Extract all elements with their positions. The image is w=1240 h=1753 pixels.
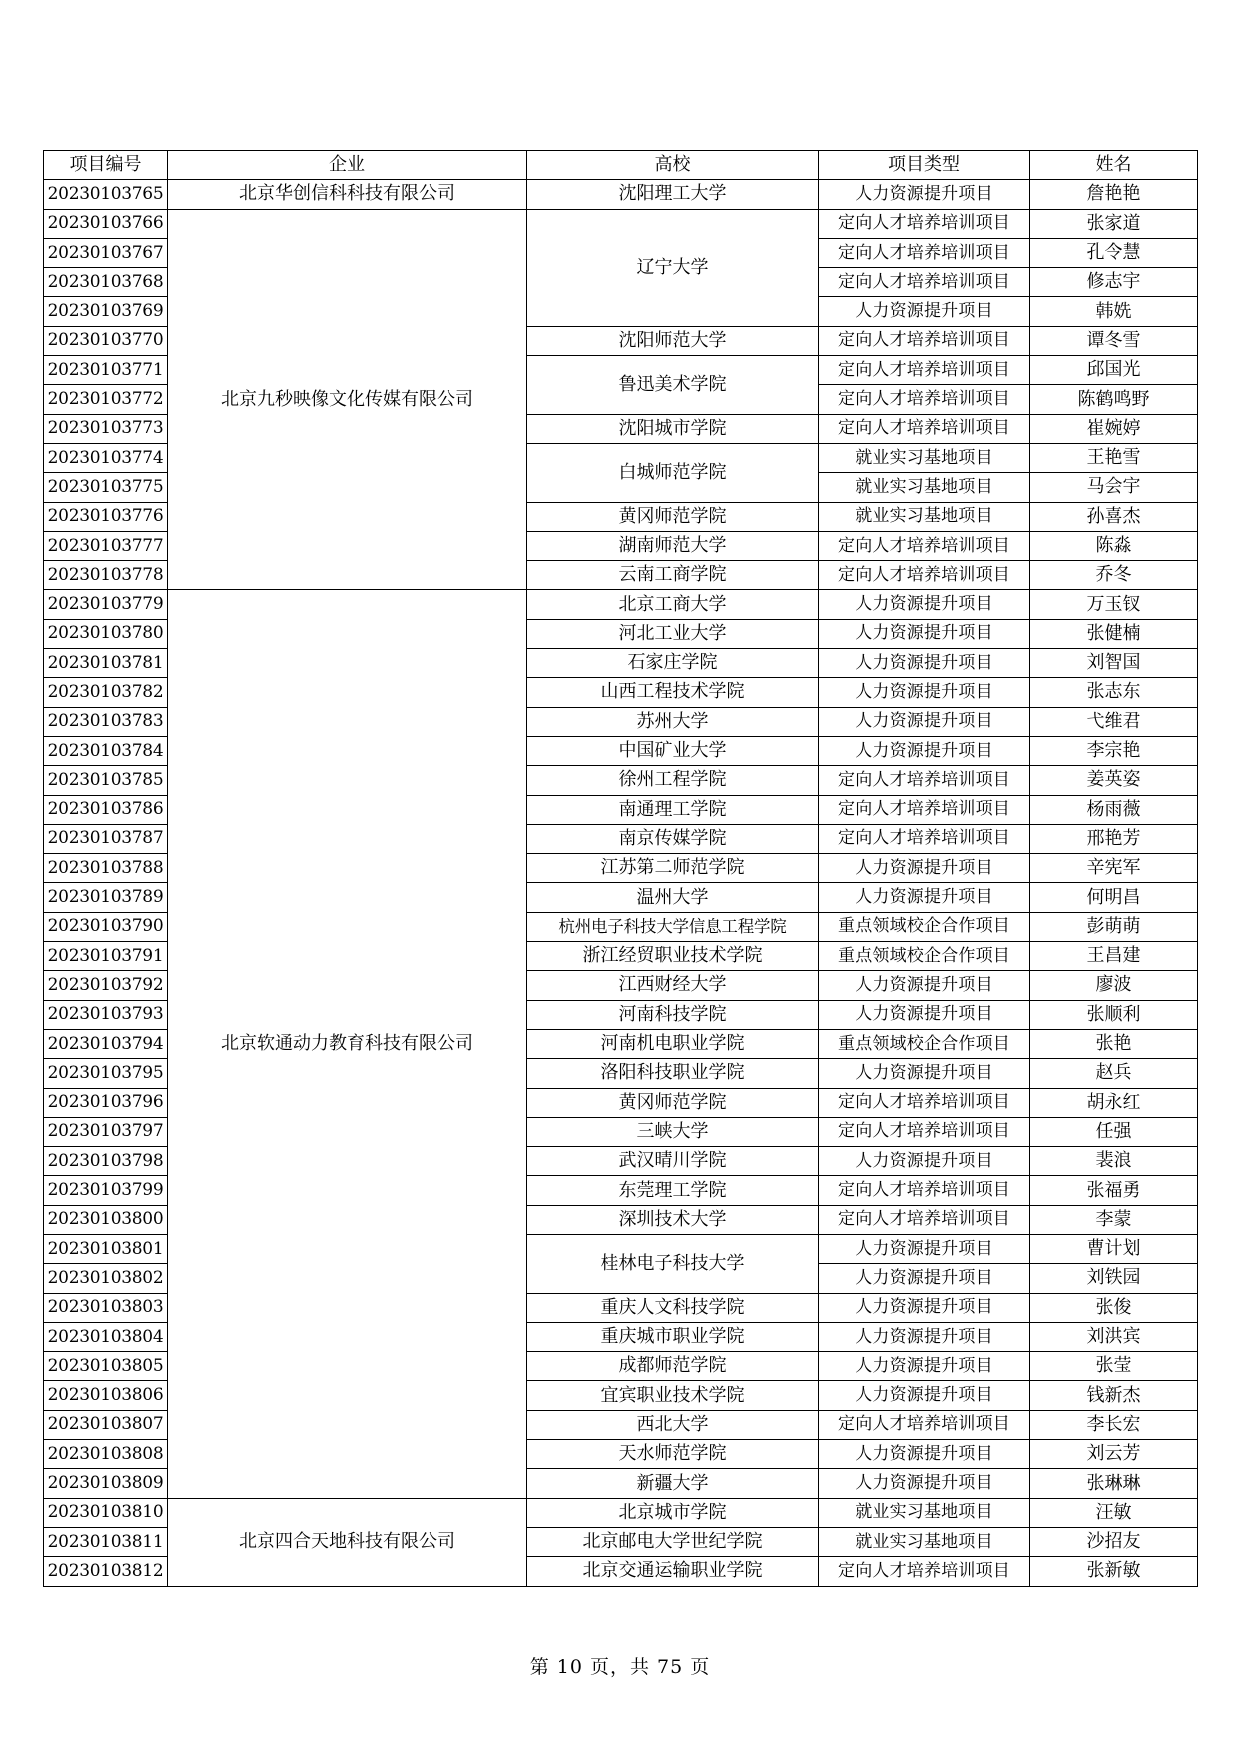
person-name-cell: 何明昌: [1030, 883, 1198, 912]
project-id-cell: 20230103810: [44, 1498, 168, 1527]
school-cell: 浙江经贸职业技术学院: [527, 942, 819, 971]
project-type-cell: 人力资源提升项目: [819, 1147, 1030, 1176]
school-cell: 江西财经大学: [527, 971, 819, 1000]
project-id-cell: 20230103784: [44, 736, 168, 765]
project-type-cell: 人力资源提升项目: [819, 1000, 1030, 1029]
project-type-cell: 人力资源提升项目: [819, 854, 1030, 883]
project-id-cell: 20230103780: [44, 619, 168, 648]
project-id-cell: 20230103800: [44, 1205, 168, 1234]
person-name-cell: 刘智国: [1030, 649, 1198, 678]
school-cell: 苏州大学: [527, 707, 819, 736]
project-id-cell: 20230103797: [44, 1117, 168, 1146]
school-cell: 南京传媒学院: [527, 824, 819, 853]
project-type-cell: 重点领域校企合作项目: [819, 942, 1030, 971]
project-id-cell: 20230103771: [44, 356, 168, 385]
school-cell: 桂林电子科技大学: [527, 1234, 819, 1293]
project-type-cell: 人力资源提升项目: [819, 1322, 1030, 1351]
project-type-cell: 人力资源提升项目: [819, 1293, 1030, 1322]
project-type-cell: 就业实习基地项目: [819, 443, 1030, 472]
school-cell: 河南机电职业学院: [527, 1029, 819, 1058]
person-name-cell: 刘铁园: [1030, 1264, 1198, 1293]
project-id-cell: 20230103778: [44, 561, 168, 590]
school-cell: 南通理工学院: [527, 795, 819, 824]
school-cell: 辽宁大学: [527, 209, 819, 326]
company-cell: 北京四合天地科技有限公司: [168, 1498, 527, 1586]
person-name-cell: 李长宏: [1030, 1410, 1198, 1439]
person-name-cell: 张琳琳: [1030, 1469, 1198, 1498]
project-id-cell: 20230103788: [44, 854, 168, 883]
project-type-cell: 人力资源提升项目: [819, 1059, 1030, 1088]
project-type-cell: 就业实习基地项目: [819, 1498, 1030, 1527]
school-cell: 黄冈师范学院: [527, 1088, 819, 1117]
project-type-cell: 定向人才培养培训项目: [819, 795, 1030, 824]
header-school: 高校: [527, 151, 819, 180]
person-name-cell: 胡永红: [1030, 1088, 1198, 1117]
school-cell: 山西工程技术学院: [527, 678, 819, 707]
person-name-cell: 王昌建: [1030, 942, 1198, 971]
project-id-cell: 20230103773: [44, 414, 168, 443]
project-type-cell: 人力资源提升项目: [819, 1234, 1030, 1263]
person-name-cell: 廖波: [1030, 971, 1198, 1000]
project-id-cell: 20230103772: [44, 385, 168, 414]
school-cell: 河南科技学院: [527, 1000, 819, 1029]
project-type-cell: 人力资源提升项目: [819, 1352, 1030, 1381]
project-type-cell: 人力资源提升项目: [819, 971, 1030, 1000]
project-id-cell: 20230103804: [44, 1322, 168, 1351]
person-name-cell: 陈鹤鸣野: [1030, 385, 1198, 414]
person-name-cell: 张家道: [1030, 209, 1198, 238]
header-project-type: 项目类型: [819, 151, 1030, 180]
project-type-cell: 人力资源提升项目: [819, 707, 1030, 736]
person-name-cell: 刘云芳: [1030, 1440, 1198, 1469]
person-name-cell: 张福勇: [1030, 1176, 1198, 1205]
project-type-cell: 定向人才培养培训项目: [819, 1205, 1030, 1234]
school-cell: 徐州工程学院: [527, 766, 819, 795]
project-type-cell: 人力资源提升项目: [819, 619, 1030, 648]
company-cell: 北京九秒映像文化传媒有限公司: [168, 209, 527, 590]
project-type-cell: 人力资源提升项目: [819, 736, 1030, 765]
person-name-cell: 修志宇: [1030, 268, 1198, 297]
school-cell: 北京邮电大学世纪学院: [527, 1527, 819, 1556]
table-body: [44, 180, 1198, 1586]
project-type-cell: 定向人才培养培训项目: [819, 766, 1030, 795]
project-type-cell: 定向人才培养培训项目: [819, 326, 1030, 355]
header-name: 姓名: [1030, 151, 1198, 180]
project-id-cell: 20230103785: [44, 766, 168, 795]
person-name-cell: 马会宇: [1030, 473, 1198, 502]
school-cell: 重庆城市职业学院: [527, 1322, 819, 1351]
project-id-cell: 20230103787: [44, 824, 168, 853]
project-type-cell: 人力资源提升项目: [819, 1264, 1030, 1293]
project-id-cell: 20230103779: [44, 590, 168, 619]
school-cell: 沈阳理工大学: [527, 180, 819, 209]
school-cell: 江苏第二师范学院: [527, 854, 819, 883]
project-type-cell: 人力资源提升项目: [819, 297, 1030, 326]
project-id-cell: 20230103809: [44, 1469, 168, 1498]
person-name-cell: 弋维君: [1030, 707, 1198, 736]
person-name-cell: 孙喜杰: [1030, 502, 1198, 531]
page-number: 第 10 页，共 75 页: [529, 1656, 711, 1678]
school-cell: 河北工业大学: [527, 619, 819, 648]
school-cell: 温州大学: [527, 883, 819, 912]
person-name-cell: 邱国光: [1030, 356, 1198, 385]
project-id-cell: 20230103791: [44, 942, 168, 971]
project-id-cell: 20230103793: [44, 1000, 168, 1029]
person-name-cell: 张俊: [1030, 1293, 1198, 1322]
table-row: [44, 1498, 1198, 1527]
project-id-cell: 20230103801: [44, 1234, 168, 1263]
person-name-cell: 任强: [1030, 1117, 1198, 1146]
project-type-cell: 就业实习基地项目: [819, 502, 1030, 531]
project-id-cell: 20230103802: [44, 1264, 168, 1293]
project-type-cell: 定向人才培养培训项目: [819, 531, 1030, 560]
header-project-id: 项目编号: [44, 151, 168, 180]
project-type-cell: 就业实习基地项目: [819, 1527, 1030, 1556]
project-id-cell: 20230103796: [44, 1088, 168, 1117]
person-name-cell: 张志东: [1030, 678, 1198, 707]
person-name-cell: 钱新杰: [1030, 1381, 1198, 1410]
school-cell: 鲁迅美术学院: [527, 356, 819, 415]
project-type-cell: 定向人才培养培训项目: [819, 1557, 1030, 1586]
school-cell: 洛阳科技职业学院: [527, 1059, 819, 1088]
person-name-cell: 陈淼: [1030, 531, 1198, 560]
table-row: [44, 180, 1198, 209]
school-cell: 北京工商大学: [527, 590, 819, 619]
project-type-cell: 定向人才培养培训项目: [819, 1176, 1030, 1205]
person-name-cell: 彭萌萌: [1030, 912, 1198, 941]
table-header-row: [44, 151, 1198, 180]
person-name-cell: 孔令慧: [1030, 238, 1198, 267]
project-id-cell: 20230103805: [44, 1352, 168, 1381]
school-cell: 中国矿业大学: [527, 736, 819, 765]
school-cell: 湖南师范大学: [527, 531, 819, 560]
project-id-cell: 20230103808: [44, 1440, 168, 1469]
person-name-cell: 王艳雪: [1030, 443, 1198, 472]
project-type-cell: 定向人才培养培训项目: [819, 385, 1030, 414]
project-type-cell: 定向人才培养培训项目: [819, 209, 1030, 238]
school-cell: 重庆人文科技学院: [527, 1293, 819, 1322]
school-cell: 北京城市学院: [527, 1498, 819, 1527]
project-type-cell: 重点领域校企合作项目: [819, 1029, 1030, 1058]
school-cell: 天水师范学院: [527, 1440, 819, 1469]
person-name-cell: 赵兵: [1030, 1059, 1198, 1088]
school-cell: 杭州电子科技大学信息工程学院: [527, 912, 819, 941]
project-type-cell: 人力资源提升项目: [819, 1469, 1030, 1498]
person-name-cell: 万玉钗: [1030, 590, 1198, 619]
project-id-cell: 20230103792: [44, 971, 168, 1000]
person-name-cell: 李宗艳: [1030, 736, 1198, 765]
person-name-cell: 张新敏: [1030, 1557, 1198, 1586]
project-id-cell: 20230103786: [44, 795, 168, 824]
project-id-cell: 20230103777: [44, 531, 168, 560]
header-company: 企业: [168, 151, 527, 180]
person-name-cell: 辛宪军: [1030, 854, 1198, 883]
school-cell: 宜宾职业技术学院: [527, 1381, 819, 1410]
project-type-cell: 人力资源提升项目: [819, 590, 1030, 619]
project-type-cell: 重点领域校企合作项目: [819, 912, 1030, 941]
project-id-cell: 20230103770: [44, 326, 168, 355]
person-name-cell: 邢艳芳: [1030, 824, 1198, 853]
project-id-cell: 20230103790: [44, 912, 168, 941]
project-type-cell: 定向人才培养培训项目: [819, 356, 1030, 385]
project-id-cell: 20230103769: [44, 297, 168, 326]
company-cell: 北京华创信科科技有限公司: [168, 180, 527, 209]
table-row: [44, 590, 1198, 619]
project-type-cell: 定向人才培养培训项目: [819, 1117, 1030, 1146]
person-name-cell: 沙招友: [1030, 1527, 1198, 1556]
project-id-cell: 20230103781: [44, 649, 168, 678]
project-type-cell: 人力资源提升项目: [819, 649, 1030, 678]
school-cell: 白城师范学院: [527, 443, 819, 502]
project-type-cell: 就业实习基地项目: [819, 473, 1030, 502]
person-name-cell: 张艳: [1030, 1029, 1198, 1058]
person-name-cell: 张顺利: [1030, 1000, 1198, 1029]
person-name-cell: 姜英姿: [1030, 766, 1198, 795]
project-type-cell: 定向人才培养培训项目: [819, 1410, 1030, 1439]
person-name-cell: 谭冬雪: [1030, 326, 1198, 355]
project-id-cell: 20230103776: [44, 502, 168, 531]
project-type-cell: 人力资源提升项目: [819, 180, 1030, 209]
school-cell: 沈阳城市学院: [527, 414, 819, 443]
person-name-cell: 詹艳艳: [1030, 180, 1198, 209]
project-id-cell: 20230103783: [44, 707, 168, 736]
school-cell: 新疆大学: [527, 1469, 819, 1498]
school-cell: 成都师范学院: [527, 1352, 819, 1381]
person-name-cell: 裴浪: [1030, 1147, 1198, 1176]
school-cell: 北京交通运输职业学院: [527, 1557, 819, 1586]
project-id-cell: 20230103768: [44, 268, 168, 297]
school-cell: 云南工商学院: [527, 561, 819, 590]
project-type-cell: 人力资源提升项目: [819, 883, 1030, 912]
project-id-cell: 20230103795: [44, 1059, 168, 1088]
project-id-cell: 20230103803: [44, 1293, 168, 1322]
school-cell: 西北大学: [527, 1410, 819, 1439]
school-cell: 石家庄学院: [527, 649, 819, 678]
project-id-cell: 20230103775: [44, 473, 168, 502]
project-id-cell: 20230103812: [44, 1557, 168, 1586]
project-id-cell: 20230103765: [44, 180, 168, 209]
project-type-cell: 定向人才培养培训项目: [819, 414, 1030, 443]
project-type-cell: 人力资源提升项目: [819, 1381, 1030, 1410]
project-id-cell: 20230103767: [44, 238, 168, 267]
table-row: [44, 209, 1198, 238]
project-id-cell: 20230103774: [44, 443, 168, 472]
project-type-cell: 人力资源提升项目: [819, 1440, 1030, 1469]
project-type-cell: 定向人才培养培训项目: [819, 238, 1030, 267]
school-cell: 三峡大学: [527, 1117, 819, 1146]
project-id-cell: 20230103766: [44, 209, 168, 238]
person-name-cell: 崔婉婷: [1030, 414, 1198, 443]
person-name-cell: 张莹: [1030, 1352, 1198, 1381]
school-cell: 黄冈师范学院: [527, 502, 819, 531]
person-name-cell: 曹计划: [1030, 1234, 1198, 1263]
project-id-cell: 20230103798: [44, 1147, 168, 1176]
project-type-cell: 定向人才培养培训项目: [819, 561, 1030, 590]
project-id-cell: 20230103794: [44, 1029, 168, 1058]
project-table: [43, 150, 1198, 1587]
project-type-cell: 定向人才培养培训项目: [819, 1088, 1030, 1117]
project-id-cell: 20230103789: [44, 883, 168, 912]
project-id-cell: 20230103811: [44, 1527, 168, 1556]
person-name-cell: 韩姺: [1030, 297, 1198, 326]
project-type-cell: 定向人才培养培训项目: [819, 824, 1030, 853]
project-id-cell: 20230103782: [44, 678, 168, 707]
project-type-cell: 定向人才培养培训项目: [819, 268, 1030, 297]
project-id-cell: 20230103807: [44, 1410, 168, 1439]
school-cell: 武汉晴川学院: [527, 1147, 819, 1176]
project-id-cell: 20230103806: [44, 1381, 168, 1410]
person-name-cell: 张健楠: [1030, 619, 1198, 648]
project-type-cell: 人力资源提升项目: [819, 678, 1030, 707]
school-cell: 深圳技术大学: [527, 1205, 819, 1234]
person-name-cell: 李蒙: [1030, 1205, 1198, 1234]
person-name-cell: 乔冬: [1030, 561, 1198, 590]
company-cell: 北京软通动力教育科技有限公司: [168, 590, 527, 1498]
school-cell: 沈阳师范大学: [527, 326, 819, 355]
school-cell: 东莞理工学院: [527, 1176, 819, 1205]
person-name-cell: 刘洪宾: [1030, 1322, 1198, 1351]
person-name-cell: 杨雨薇: [1030, 795, 1198, 824]
project-id-cell: 20230103799: [44, 1176, 168, 1205]
person-name-cell: 汪敏: [1030, 1498, 1198, 1527]
